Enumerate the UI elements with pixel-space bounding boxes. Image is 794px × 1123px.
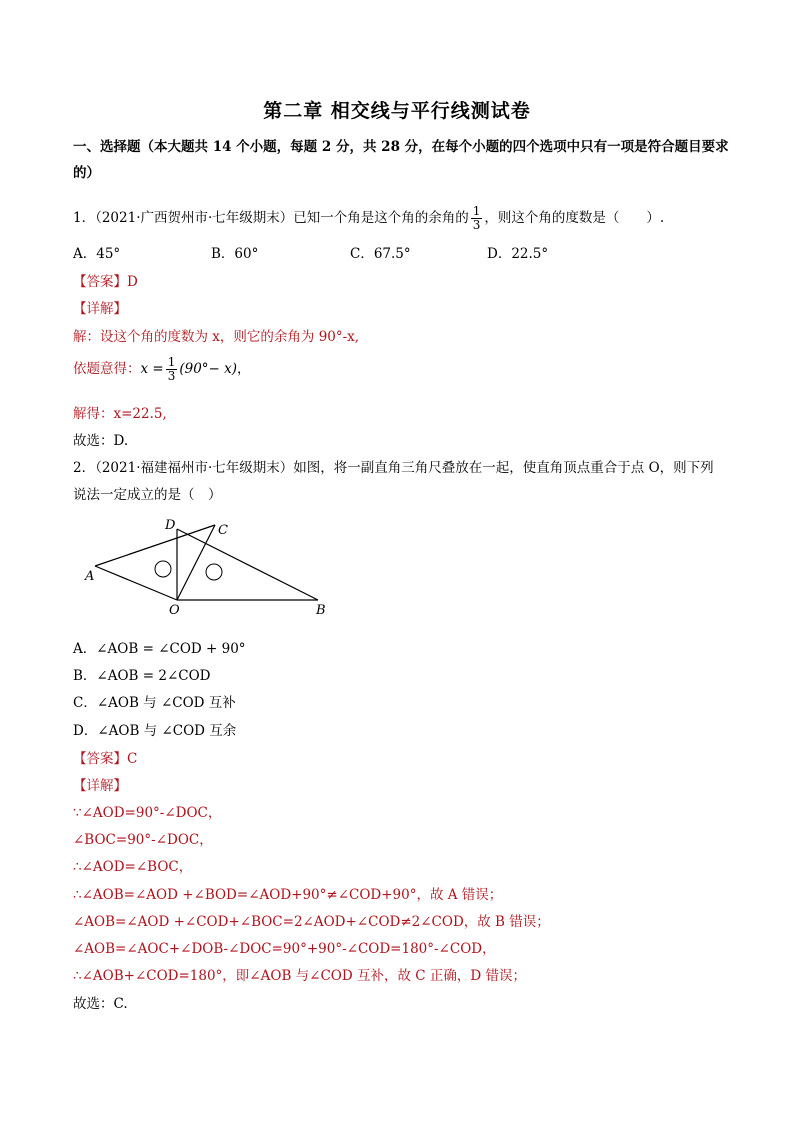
label-A: A	[85, 569, 95, 584]
q2-option-c: C．∠AOB 与 ∠COD 互补	[73, 695, 236, 711]
q1-option-c: C．67.5°	[350, 246, 411, 262]
q1-stem-text-b: ，则这个角的度数是（ ）.	[484, 210, 665, 226]
q1-stem-fraction	[471, 205, 483, 232]
line-AO	[95, 566, 177, 600]
q1-option-d: D．22.5°	[487, 246, 549, 262]
line-DB	[177, 529, 318, 600]
q2-step-5: ∠AOB=∠AOD +∠COD+∠BOC=2∠AOD+∠COD≠2∠COD，故 B 错误；	[73, 914, 550, 930]
q1-option-a: A．45°	[73, 246, 121, 262]
q1-solution-line-2	[73, 356, 251, 383]
q2-step-2: ∠BOC=90°-∠DOC，	[73, 832, 213, 848]
q2-answer	[73, 747, 137, 767]
fraction-numerator: 1	[472, 204, 481, 218]
label-B: B	[316, 603, 326, 618]
section-heading: 一、选择题（本大题共 14 个小题，每题 2 分，共 28 分，在每个小题的四个选项中只有一项是符合题目要求的）	[73, 139, 729, 181]
q1-answer	[73, 270, 138, 290]
q2-stem-line-1: 2．（2021·福建福州市·七年级期末）如图，将一副直角三角尺叠放在一起，使直角顶点重合于点 O，则下列	[73, 460, 714, 476]
q2-step-4: ∴∠AOB=∠AOD +∠BOD=∠AOD+90°≠∠COD+90°，故 A 错误；	[73, 887, 503, 903]
q2-option-d: D．∠AOB 与 ∠COD 互余	[73, 723, 237, 739]
q1-solution-line-1: 解：设这个角的度数为 x，则它的余角为 90°-x,	[73, 329, 360, 345]
label-D: D	[165, 518, 176, 533]
q2-stem-line-2: 说法一定成立的是（ ）	[73, 487, 222, 503]
page-title: 第二章 相交线与平行线测试卷	[263, 100, 531, 122]
label-O: O	[169, 603, 180, 618]
q1-sol2-math-a: x =	[140, 361, 164, 377]
q1-stem	[73, 205, 664, 232]
answer-tag: 【答案】	[73, 274, 127, 290]
q2-step-7: ∴∠AOB+∠COD=180°，即∠AOB 与∠COD 互补，故 C 正确，D 错误；	[73, 968, 527, 984]
q1-solution-line-3: 解得：x=22.5,	[73, 406, 167, 422]
fraction-numerator: 1	[167, 355, 176, 369]
q2-option-a: A．∠AOB = ∠COD + 90°	[73, 641, 246, 657]
q1-sol2-comma: ，	[237, 361, 251, 377]
q2-step-8: 故选：C.	[73, 996, 128, 1012]
q2-detail-tag: 【详解】	[73, 778, 127, 794]
answer-tag: 【答案】	[73, 751, 127, 767]
fraction-denominator: 3	[472, 218, 481, 232]
q1-sol2-math-b: (90°− x)	[179, 361, 238, 377]
q2-step-1: ∵∠AOD=90°-∠DOC，	[73, 805, 222, 821]
triangle-hole-right	[206, 564, 222, 580]
q2-step-6: ∠AOB=∠AOC+∠DOB-∠DOC=90°+90°-∠COD=180°-∠COD，	[73, 941, 496, 957]
q1-sol2-fraction	[166, 356, 178, 383]
answer-value: D	[127, 274, 138, 290]
triangle-hole-left	[155, 561, 171, 577]
answer-value: C	[127, 751, 138, 767]
q2-triangle-figure	[80, 515, 340, 620]
q1-solution-line-4: 故选：D.	[73, 433, 129, 449]
fraction-denominator: 3	[167, 369, 176, 383]
q1-stem-text-a: 1．（2021·广西贺州市·七年级期末）已知一个角是这个角的余角的	[73, 210, 469, 226]
q2-step-3: ∴∠AOD=∠BOC，	[73, 859, 193, 875]
q1-detail-tag: 【详解】	[73, 301, 127, 317]
q2-option-b: B．∠AOB = 2∠COD	[73, 668, 211, 684]
q1-sol2-label: 依题意得：	[73, 361, 141, 377]
label-C: C	[218, 523, 228, 538]
q1-option-b: B．60°	[211, 246, 259, 262]
